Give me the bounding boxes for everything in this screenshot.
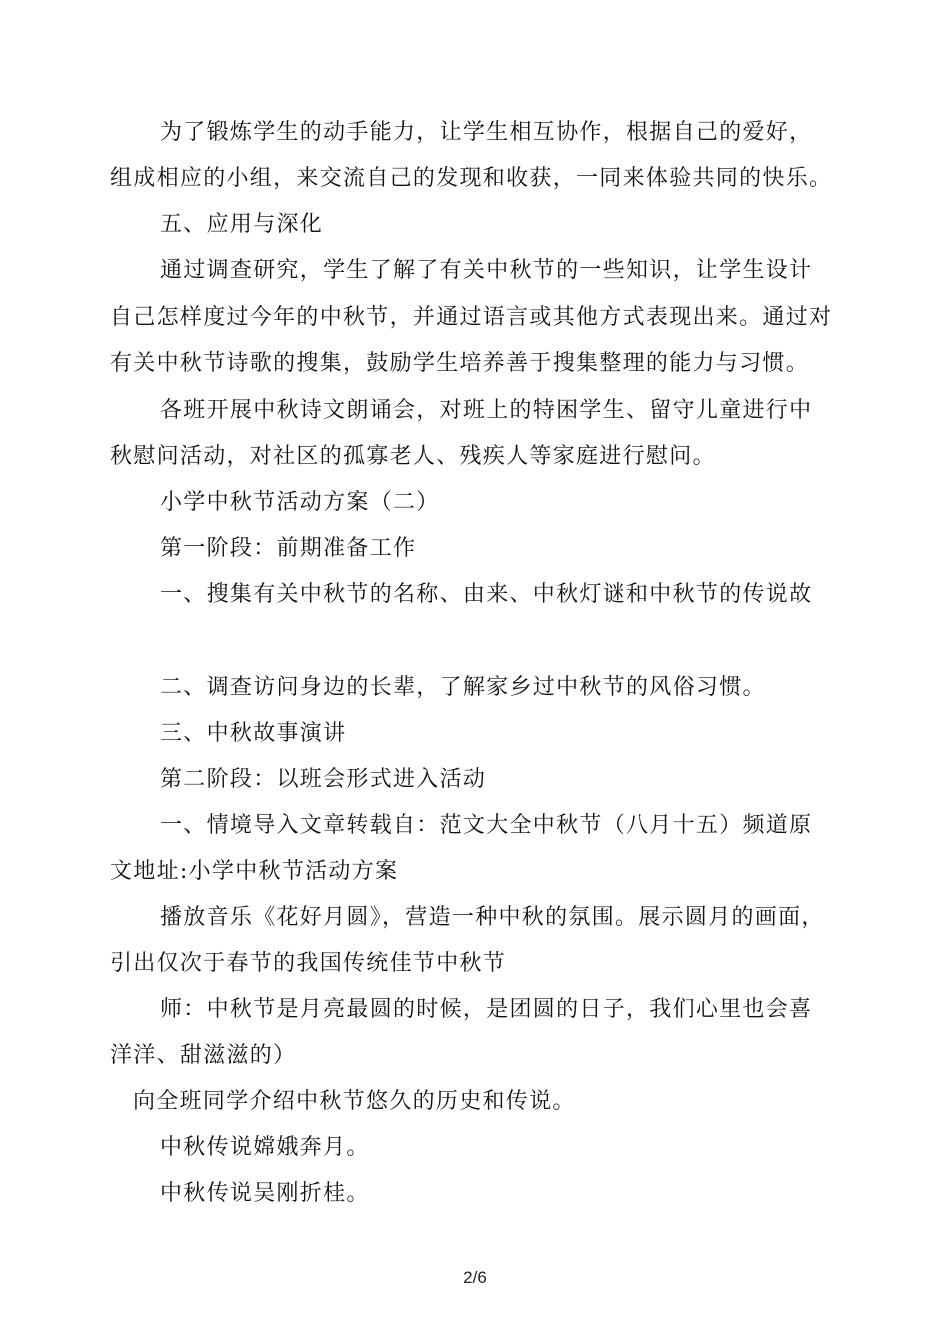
paragraph-line: 自己怎样度过今年的中秋节，并通过语言或其他方式表现出来。通过对 xyxy=(110,305,833,330)
paragraph-line: 向全班同学介绍中秋节悠久的历史和传说。 xyxy=(133,1089,576,1114)
paragraph-line: 一、情境导入文章转载自：范文大全中秋节（八月十五）频道原 xyxy=(160,813,813,838)
paragraph-line: 师：中秋节是月亮最圆的时候，是团圆的日子，我们心里也会喜 xyxy=(160,997,813,1022)
paragraph-line: 洋洋、甜滋滋的） xyxy=(110,1043,297,1068)
paragraph-line: 通过调查研究，学生了解了有关中秋节的一些知识，让学生设计 xyxy=(160,258,813,283)
page-number: 2/6 xyxy=(463,1268,487,1287)
paragraph-line: 文地址:小学中秋节活动方案 xyxy=(110,859,399,884)
paragraph-line: 组成相应的小组，来交流自己的发现和收获，一同来体验共同的快乐。 xyxy=(110,166,833,191)
section-heading: 五、应用与深化 xyxy=(160,212,324,237)
section-heading: 三、中秋故事演讲 xyxy=(160,721,347,746)
section-heading: 小学中秋节活动方案（二） xyxy=(160,490,440,515)
paragraph-line: 各班开展中秋诗文朗诵会，对班上的特困学生、留守儿童进行中 xyxy=(160,398,813,423)
section-heading: 第二阶段：以班会形式进入活动 xyxy=(160,767,487,792)
paragraph-line: 引出仅次于春节的我国传统佳节中秋节 xyxy=(110,951,507,976)
paragraph-line: 有关中秋节诗歌的搜集，鼓励学生培养善于搜集整理的能力与习惯。 xyxy=(110,351,810,376)
paragraph-line: 为了锻炼学生的动手能力，让学生相互协作，根据自己的爱好， xyxy=(160,120,813,145)
paragraph-line: 播放音乐《花好月圆》，营造一种中秋的氛围。展示圆月的画面， xyxy=(160,905,825,930)
paragraph-line: 秋慰问活动，对社区的孤寡老人、残疾人等家庭进行慰问。 xyxy=(110,444,716,469)
paragraph-line: 二、调查访问身边的长辈，了解家乡过中秋节的风俗习惯。 xyxy=(160,675,766,700)
paragraph-line: 一、搜集有关中秋节的名称、由来、中秋灯谜和中秋节的传说故 xyxy=(160,582,813,607)
paragraph-line: 中秋传说嫦娥奔月。 xyxy=(160,1135,370,1160)
paragraph-line: 中秋传说吴刚折桂。 xyxy=(160,1181,370,1206)
section-heading: 第一阶段：前期准备工作 xyxy=(160,536,417,561)
